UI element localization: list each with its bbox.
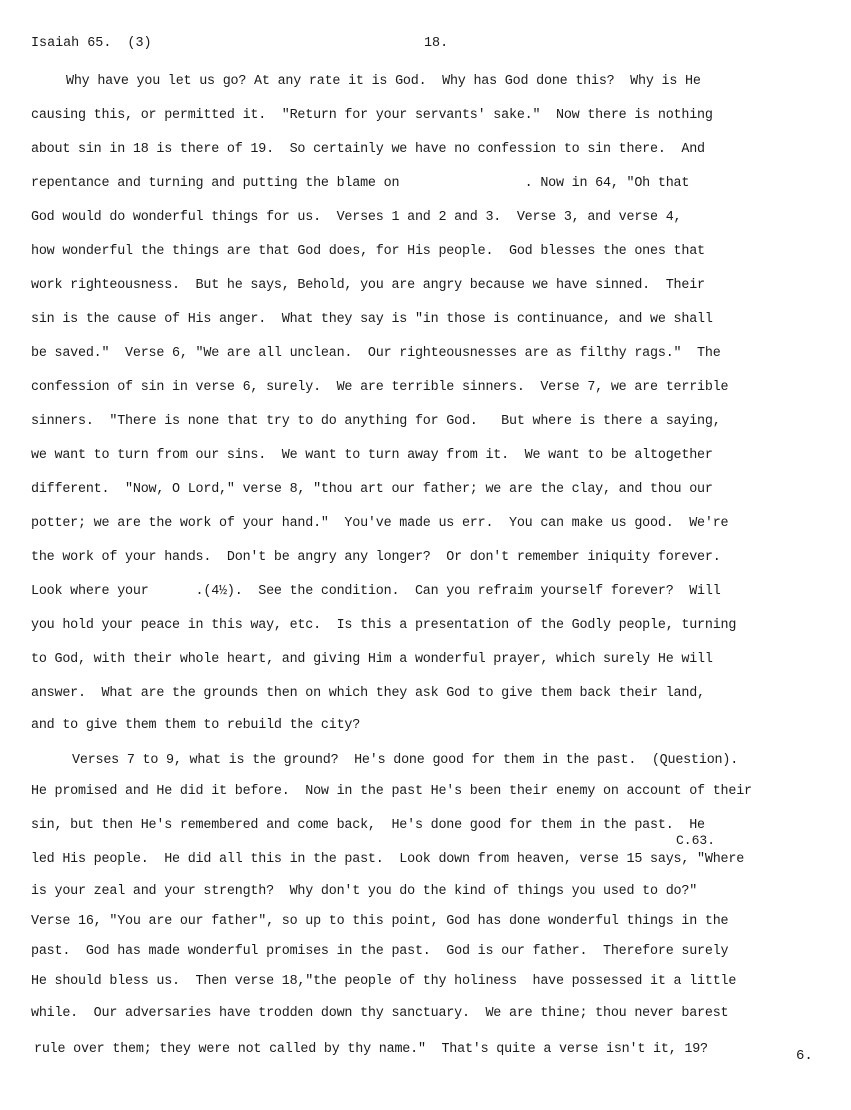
text-line: He should bless us. Then verse 18,"the people of thy holiness have possessed it a little — [31, 974, 737, 989]
text-line: led His people. He did all this in the past. Look down from heaven, verse 15 says, "Where — [31, 852, 745, 867]
margin-note: C.63. — [676, 833, 716, 848]
text-line: God would do wonderful things for us. Verses 1 and 2 and 3. Verse 3, and verse 4, — [31, 210, 682, 225]
text-line: work righteousness. But he says, Behold, you are angry because we have sinned. Their — [31, 278, 705, 293]
text-line: potter; we are the work of your hand." You've made us err. You can make us good. We're — [31, 516, 729, 531]
text-line: Look where your .(4½). See the condition. Can you refraim yourself forever? Will — [31, 584, 721, 599]
text-line: the work of your hands. Don't be angry any longer? Or don't remember iniquity forever. — [31, 550, 721, 565]
text-line: sin, but then He's remembered and come back, He's done good for them in the past. He — [31, 818, 705, 833]
text-line: rule over them; they were not called by thy name." That's quite a verse isn't it, 19? — [34, 1042, 708, 1057]
text-line: He promised and He did it before. Now in the past He's been their enemy on account of their — [31, 784, 752, 799]
text-line: Verse 16, "You are our father", so up to this point, God has done wonderful things in the — [31, 914, 729, 929]
page-header-title: Isaiah 65. (3) — [31, 36, 152, 51]
text-line: be saved." Verse 6, "We are all unclean. Our righteousnesses are as filthy rags." The — [31, 346, 721, 361]
text-line: while. Our adversaries have trodden down thy sanctuary. We are thine; thou never barest — [31, 1006, 729, 1021]
text-line: answer. What are the grounds then on which they ask God to give them back their land, — [31, 686, 705, 701]
text-line: past. God has made wonderful promises in the past. God is our father. Therefore surely — [31, 944, 729, 959]
text-line: causing this, or permitted it. "Return for your servants' sake." Now there is nothing — [31, 108, 713, 123]
page-number: 18. — [424, 36, 449, 51]
footer-mark: 6. — [796, 1048, 813, 1064]
text-line: is your zeal and your strength? Why don't you do the kind of things you used to do?" — [31, 884, 698, 899]
text-line: to God, with their whole heart, and giving Him a wonderful prayer, which surely He will — [31, 652, 713, 667]
text-line: how wonderful the things are that God does, for His people. God blesses the ones that — [31, 244, 705, 259]
text-line: Why have you let us go? At any rate it is God. Why has God done this? Why is He — [66, 74, 701, 89]
text-line: sin is the cause of His anger. What they say is "in those is continuance, and we shall — [31, 312, 713, 327]
text-line: we want to turn from our sins. We want to turn away from it. We want to be altogether — [31, 448, 713, 463]
text-line: about sin in 18 is there of 19. So certainly we have no confession to sin there. And — [31, 142, 705, 157]
text-line: repentance and turning and putting the blame on . Now in 64, "Oh that — [31, 176, 690, 191]
text-line: and to give them them to rebuild the city? — [31, 718, 361, 733]
text-line: different. "Now, O Lord," verse 8, "thou art our father; we are the clay, and thou our — [31, 482, 713, 497]
text-line: confession of sin in verse 6, surely. We are terrible sinners. Verse 7, we are terrible — [31, 380, 729, 395]
text-line: you hold your peace in this way, etc. Is this a presentation of the Godly people, turning — [31, 618, 737, 633]
text-line: sinners. "There is none that try to do anything for God. But where is there a saying, — [31, 414, 721, 429]
text-line: Verses 7 to 9, what is the ground? He's done good for them in the past. (Question). — [72, 753, 739, 768]
